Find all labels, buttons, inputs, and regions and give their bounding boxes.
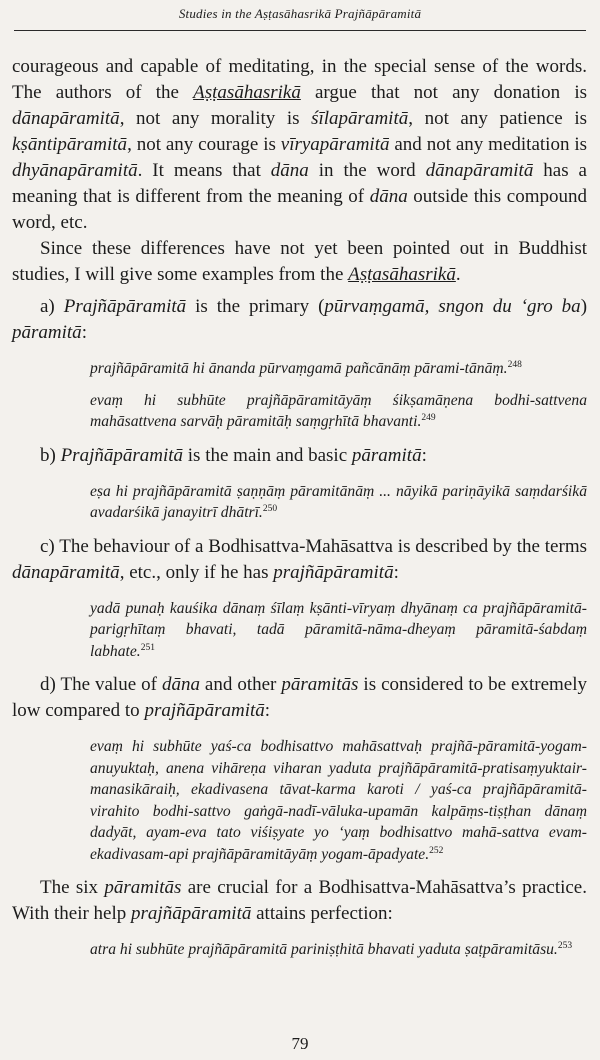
quote-c: yadā punaḥ kauśika dānaṃ śīlaṃ kṣānti-vīryaṃ dhyānaṃ ca prajñāpāramitā-parigṛhītaṃ bhavati, tadā pāramitā-nāma-dheyaṃ pāramitā-śabdaṃ labhate.$^{251}$ <box>90 599 587 660</box>
quote-a2: evaṃ hi subhūte prajñāpāramitāyāṃ śikṣamāṇena bodhi-sattvena mahāsattvena sarvāḥ pāramitāḥ saṃgṛhītā bhavanti.$^{249}$ <box>90 391 587 430</box>
footnote-ref-252: 252 <box>429 845 444 856</box>
footnote-ref-250: 250 <box>262 503 278 514</box>
footnote-ref-249: 249 <box>421 412 436 423</box>
footnote-ref-251: 251 <box>140 642 155 653</box>
paragraph-2: Since these differences have not yet been pointed out in Buddhist studies, I will give some examples from the Aṣṭasāhasrikā. <box>12 238 587 285</box>
footnote-ref-248: 248 <box>507 359 522 370</box>
quote-d: evaṃ hi subhūte yaś-ca bodhisattvo mahāsattvaḥ prajñā-pāramitā-yogam-anuyuktaḥ, anena vihāreṇa viharan yaduta prajñāpāramitā-pratisaṃyuktair-manasikāraiḥ, ekadivasena tāvat-karma karoti / yaś-ca prajñāpāramitā-virahito bodhi-sattvo gaṅgā-nadī-vāluka-upamān kalpāṃs-tiṣṭhan dānaṃ dadyāt, ayam-eva tato viśiṣyate yo ‘yaṃ bodhisattvo mahā-sattva evam-ekadivasam-api prajñāpāramitāyāṃ yogam-āpadyate.$^{252}$ <box>90 738 587 863</box>
quote-a1: prajñāpāramitā hi ānanda pūrvaṃgamā pañcānāṃ pārami-tānāṃ.$^{248}$ <box>90 359 522 377</box>
item-a: a) Prajñāpāramitā is the primary (pūrvaṃgamā, sngon du ‘gro ba) pāramitā: <box>12 296 588 343</box>
quote-b: eṣa hi prajñāpāramitā ṣaṇṇāṃ pāramitānāṃ ... nāyikā pariṇāyikā saṃdarśikā avadarśikā janayitrī dhātrī.$^{250}$ <box>90 482 587 521</box>
quote-e: atra hi subhūte prajñāpāramitā pariniṣṭhitā bhavati yaduta ṣaṭpāramitāsu.$^{253}$ <box>90 940 573 958</box>
item-c: c) The behaviour of a Bodhisattva-Mahāsattva is described by the terms dānapāramitā, etc., only if he has prajñāpāramitā: <box>12 535 587 583</box>
paragraph-1: courageous and capable of meditating, in the special sense of the words. The authors of the Aṣṭasāhasrikā argue that not any donation is dānapāramitā, not any morality is śīlapāramitā, not any patience is kṣāntipāramitā, not any courage is vīryapāramitā and not any meditation is dhyānapāramitā. It means that dāna in the word dānapāramitā has a meaning that is different from the meaning of dāna outside this compound word, etc. <box>12 56 588 233</box>
running-header: Studies in the Aṣṭasāhasrikā Prajñāpāramitā <box>178 6 422 21</box>
page-body <box>12 54 587 971</box>
item-d: d) The value of dāna and other pāramitās is considered to be extremely low compared to prajñāpāramitā: <box>12 674 587 721</box>
item-b: b) Prajñāpāramitā is the main and basic pāramitā: <box>40 444 427 466</box>
footnote-ref-253: 253 <box>557 940 573 951</box>
header-rule <box>14 30 586 31</box>
page-number: 79 <box>291 1034 309 1053</box>
paragraph-3: The six pāramitās are crucial for a Bodhisattva-Mahāsattva’s practice. With their help prajñāpāramitā attains perfection: <box>12 877 587 924</box>
